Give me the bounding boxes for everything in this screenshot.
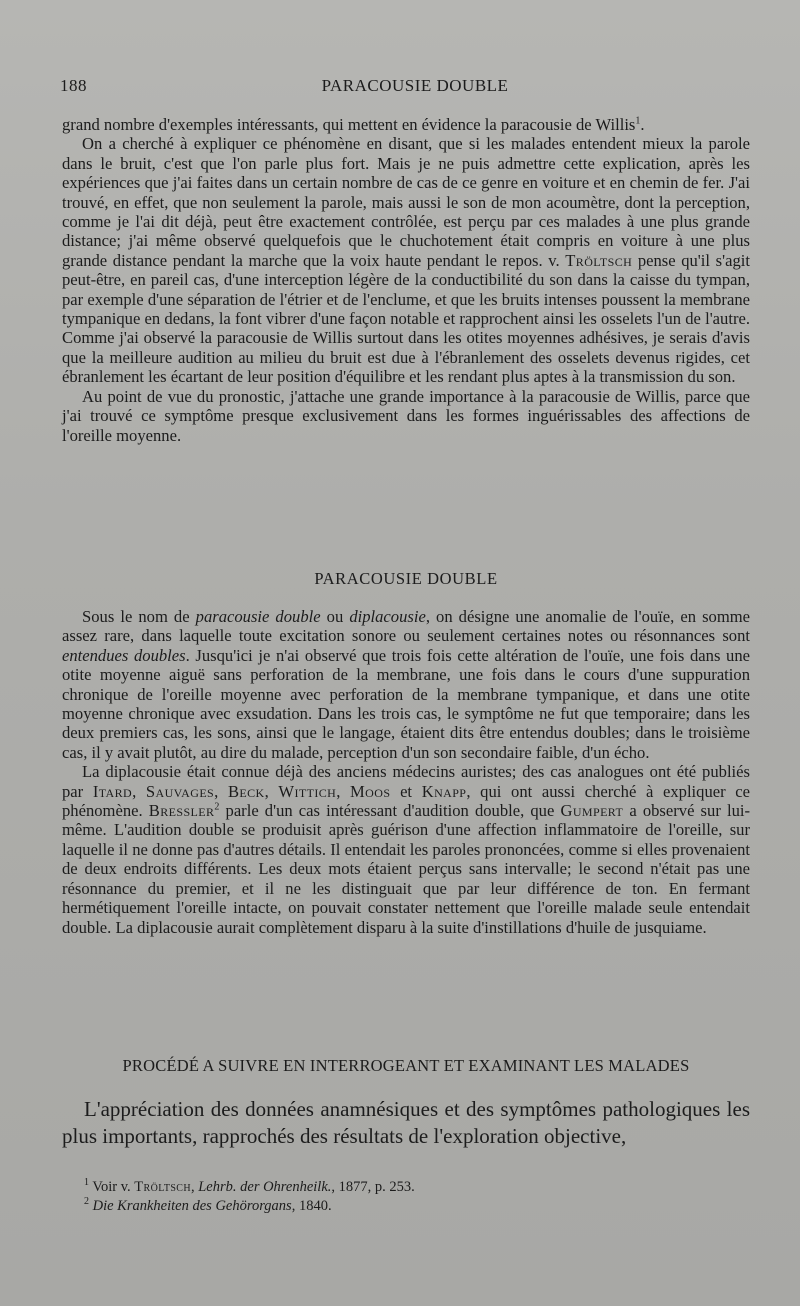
author-name: Wittich <box>278 781 337 801</box>
paragraph: On a cherché à expliquer ce phénomène en disant, que si les malades entendent mieux la parole dans le bruit, c'est que l'on parle plus fort. Mais je ne puis admettre cette explication, après les expériences que j'ai faites dans un certain nombre de cas de ce genre en voiture et en chemin de fer. J'ai trouvé, en effet, que non seulement la parole, mais aussi le son de mon acoumètre, dont la perception, comme je l'ai dit déjà, peut être exactement contrôlée, est perçu par ces malades à une plus grande distance; j'ai même observé quelquefois que le chuchotement était compris en voiture à une plus grande distance pendant la marche que la voix haute pendant le repos. v. Tröltsch pense qu'il s'agit peut-être, en pareil cas, d'une interception légère de la conductibilité du son dans la caisse du tympan, par exemple d'une séparation de l'étrier et de l'enclume, et que les bruits intenses poussent la membrane tympanique en dedans, la font vibrer d'une façon notable et rapprochent ainsi les osselets l'un de l'autre. Comme j'ai observé la paracousie de Willis surtout dans les otites moyennes adhésives, je serais d'avis que la meilleure audition au milieu du bruit est due à l'ébranlement des osselets devenus rigides, cet ébranlement les écartant de leur position d'équilibre et les rendant plus aptes à la transmission du son. <box>62 134 750 387</box>
footnote-ref: 2 <box>214 801 220 813</box>
section-willis-text <box>62 115 750 445</box>
section-heading-paracousie-double: PARACOUSIE DOUBLE <box>314 569 498 588</box>
author-name: Itard <box>92 781 133 801</box>
running-title: PARACOUSIE DOUBLE <box>321 76 509 95</box>
term: paracousie double <box>195 607 321 626</box>
section-heading-procedure: PROCÉDÉ A SUIVRE EN INTERROGEANT ET EXAMINANT LES MALADES <box>122 1056 690 1075</box>
section-paracousie-double-text <box>62 607 750 937</box>
footnote-1: $^1$ Voir v. Tröltsch, Lehrb. der Ohrenheilk., 1877, p. 253. <box>84 1177 415 1195</box>
term: diplacousie <box>349 607 426 626</box>
paragraph: Au point de vue du pronostic, j'attache une grande importance à la paracousie de Willis, parce que j'ai trouvé ce symptôme presque exclusivement dans les formes inguérissables des affections de l'oreille moyenne. <box>62 386 750 445</box>
author-name: Knapp <box>421 781 467 801</box>
author-name: Bressler <box>148 801 215 821</box>
paragraph: Sous le nom de paracousie double ou diplacousie, on désigne une anomalie de l'ouïe, en somme assez rare, dans laquelle toute excitation sonore ou seulement certaines notes ou résonnances sont entendues doubles. Jusqu'ici je n'ai observé que trois fois cette altération de l'ouïe, une fois dans une otite moyenne aiguë sans perforation de la membrane, une fois dans le cours d'une suppuration chronique de l'oreille moyenne avec perforation de la membrane tympanique, et dans une otite moyenne chronique avec exsudation. Dans les trois cas, le symptôme ne fut que temporaire; dans les deux premiers cas, les sons, ainsi que le langage, étaient dits être entendus doubles; dans le troisième cas, il y avait plutôt, au dire du malade, perception d'un son secondaire faible, d'un écho. <box>62 607 750 762</box>
author-name: Sauvages <box>145 781 215 801</box>
author-name: Tröltsch <box>565 250 633 270</box>
term: entendues doubles <box>62 645 186 665</box>
footnotes <box>84 1178 744 1216</box>
footnote-2: $^2$ Die Krankheiten des Gehörorgans, 1840. <box>84 1196 332 1214</box>
footnote-ref: 1 <box>635 115 641 127</box>
running-head <box>60 76 750 98</box>
author-name: Gumpert <box>560 801 624 821</box>
author-name: Moos <box>350 781 391 801</box>
page-number: 188 <box>60 76 87 95</box>
paragraph: grand nombre d'exemples intéressants, qui mettent en évidence la paracousie de Willis$^1$. <box>62 115 645 134</box>
section-procedure-text <box>62 1096 750 1150</box>
paragraph: La diplacousie était connue déjà des anciens médecins auristes; des cas analogues ont été publiés par Itard, Sauvages, Beck, Wittich, Moos et Knapp, qui ont aussi cherché à expliquer ce phénomène. Bressler$^2$ parle d'un cas intéressant d'audition double, que Gumpert a observé sur lui-même. L'audition double se produisit après guérison d'une affection inflammatoire de l'oreille, sur laquelle il ne donne pas d'autres détails. Il entendait les paroles prononcées, comme si elles provenaient de deux endroits différents. Les deux mots étaient perçus sans intervalle; le second n'était pas une résonnance du premier, et il ne les distinguait que par leur différence de ton. En fermant hermétiquement l'oreille intacte, on pouvait constater nettement que l'oreille malade seule entendait double. La diplacousie aurait complètement disparu à la suite d'instillations d'huile de jusquiame. <box>62 762 751 937</box>
paragraph: L'appréciation des données anamnésiques et des symptômes pathologiques les plus importants, rapprochés des résultats de l'exploration objective, <box>62 1097 750 1148</box>
author-name: Beck <box>227 781 265 801</box>
